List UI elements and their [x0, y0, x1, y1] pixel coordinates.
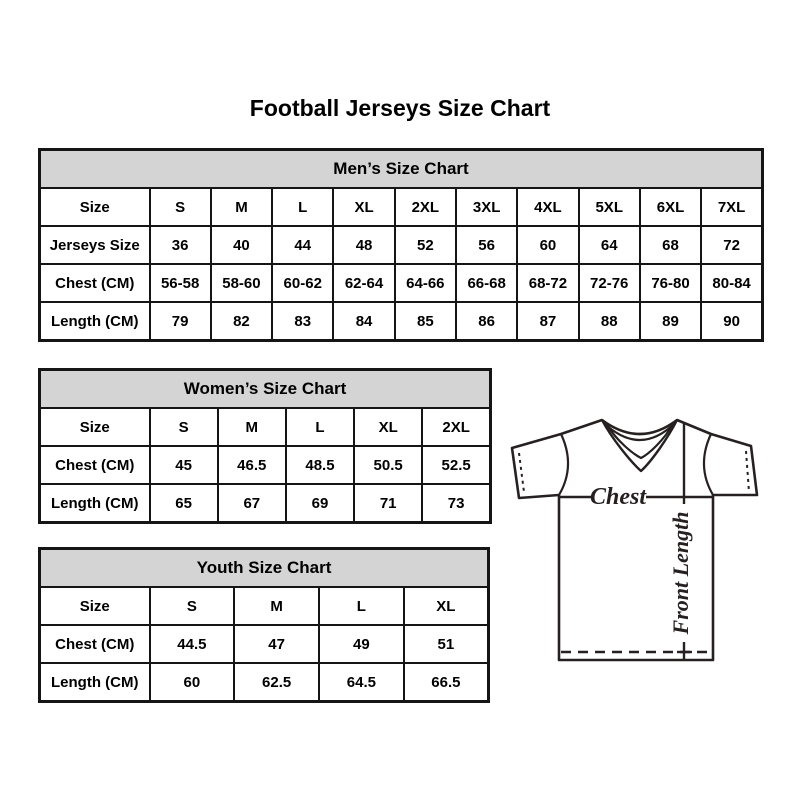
row-label-length: Length (CM) [40, 302, 150, 341]
length-cell: 82 [211, 302, 272, 341]
length-cell: 65 [150, 484, 218, 523]
length-cell: 89 [640, 302, 701, 341]
row-label-jerseys-size: Jerseys Size [40, 226, 150, 264]
size-cell: 7XL [701, 188, 762, 226]
length-cell: 73 [422, 484, 490, 523]
size-cell: XL [404, 587, 489, 625]
mens-size-table [38, 148, 764, 342]
row-label-size: Size [40, 408, 150, 446]
length-cell: 85 [395, 302, 456, 341]
length-cell: 88 [579, 302, 640, 341]
size-cell: M [234, 587, 319, 625]
size-cell: XL [333, 188, 394, 226]
jersey-diagram [503, 414, 765, 668]
size-cell: 2XL [422, 408, 490, 446]
jerseys-size-cell: 40 [211, 226, 272, 264]
chest-cell: 62-64 [333, 264, 394, 302]
chest-cell: 56-58 [150, 264, 211, 302]
jerseys-size-cell: 44 [272, 226, 333, 264]
length-cell: 62.5 [234, 663, 319, 702]
mens-length-row [40, 302, 763, 341]
table-title-row [40, 370, 491, 409]
mens-table-title: Men’s Size Chart [40, 150, 763, 189]
chest-cell: 47 [234, 625, 319, 663]
length-cell: 90 [701, 302, 762, 341]
size-cell: M [211, 188, 272, 226]
size-cell: L [286, 408, 354, 446]
womens-size-table [38, 368, 492, 524]
jersey-outline [512, 420, 757, 660]
size-cell: S [150, 587, 235, 625]
mens-jerseys-size-row [40, 226, 763, 264]
chest-cell: 48.5 [286, 446, 354, 484]
length-cell: 66.5 [404, 663, 489, 702]
chest-cell: 50.5 [354, 446, 422, 484]
size-cell: S [150, 188, 211, 226]
table-title-row [40, 150, 763, 189]
chest-cell: 64-66 [395, 264, 456, 302]
size-cell: XL [354, 408, 422, 446]
table-title-row [40, 549, 489, 588]
jerseys-size-cell: 64 [579, 226, 640, 264]
row-label-chest: Chest (CM) [40, 446, 150, 484]
size-cell: 4XL [517, 188, 578, 226]
mens-chest-row [40, 264, 763, 302]
size-cell: 3XL [456, 188, 517, 226]
womens-size-row [40, 408, 491, 446]
chest-label: Chest [589, 484, 647, 510]
size-cell: L [319, 587, 404, 625]
womens-chest-row [40, 446, 491, 484]
womens-length-row [40, 484, 491, 523]
youth-size-row [40, 587, 489, 625]
size-cell: 6XL [640, 188, 701, 226]
length-cell: 79 [150, 302, 211, 341]
chest-cell: 80-84 [701, 264, 762, 302]
youth-size-table [38, 547, 490, 703]
jerseys-size-cell: 36 [150, 226, 211, 264]
chest-cell: 76-80 [640, 264, 701, 302]
page-title: Football Jerseys Size Chart [249, 95, 551, 121]
jerseys-size-cell: 52 [395, 226, 456, 264]
row-label-chest: Chest (CM) [40, 264, 150, 302]
size-cell: M [218, 408, 286, 446]
row-label-chest: Chest (CM) [40, 625, 150, 663]
row-label-size: Size [40, 188, 150, 226]
length-cell: 60 [150, 663, 235, 702]
chest-cell: 58-60 [211, 264, 272, 302]
length-cell: 87 [517, 302, 578, 341]
size-cell: S [150, 408, 218, 446]
womens-table-title: Women’s Size Chart [40, 370, 491, 409]
chest-cell: 52.5 [422, 446, 490, 484]
chest-cell: 45 [150, 446, 218, 484]
size-cell: 2XL [395, 188, 456, 226]
length-cell: 64.5 [319, 663, 404, 702]
length-cell: 86 [456, 302, 517, 341]
chest-cell: 51 [404, 625, 489, 663]
mens-size-row [40, 188, 763, 226]
chest-cell: 72-76 [579, 264, 640, 302]
jerseys-size-cell: 56 [456, 226, 517, 264]
size-cell: L [272, 188, 333, 226]
row-label-length: Length (CM) [40, 484, 150, 523]
front-length-label: Front Length [668, 511, 693, 635]
chest-cell: 66-68 [456, 264, 517, 302]
row-label-size: Size [40, 587, 150, 625]
youth-length-row [40, 663, 489, 702]
jerseys-size-cell: 60 [517, 226, 578, 264]
chest-cell: 60-62 [272, 264, 333, 302]
length-cell: 67 [218, 484, 286, 523]
jerseys-size-cell: 48 [333, 226, 394, 264]
jerseys-size-cell: 72 [701, 226, 762, 264]
length-cell: 69 [286, 484, 354, 523]
chest-cell: 44.5 [150, 625, 235, 663]
length-cell: 83 [272, 302, 333, 341]
chest-cell: 49 [319, 625, 404, 663]
row-label-length: Length (CM) [40, 663, 150, 702]
youth-table-title: Youth Size Chart [40, 549, 489, 588]
length-cell: 71 [354, 484, 422, 523]
jerseys-size-cell: 68 [640, 226, 701, 264]
length-cell: 84 [333, 302, 394, 341]
chest-cell: 68-72 [517, 264, 578, 302]
chest-cell: 46.5 [218, 446, 286, 484]
youth-chest-row [40, 625, 489, 663]
size-cell: 5XL [579, 188, 640, 226]
